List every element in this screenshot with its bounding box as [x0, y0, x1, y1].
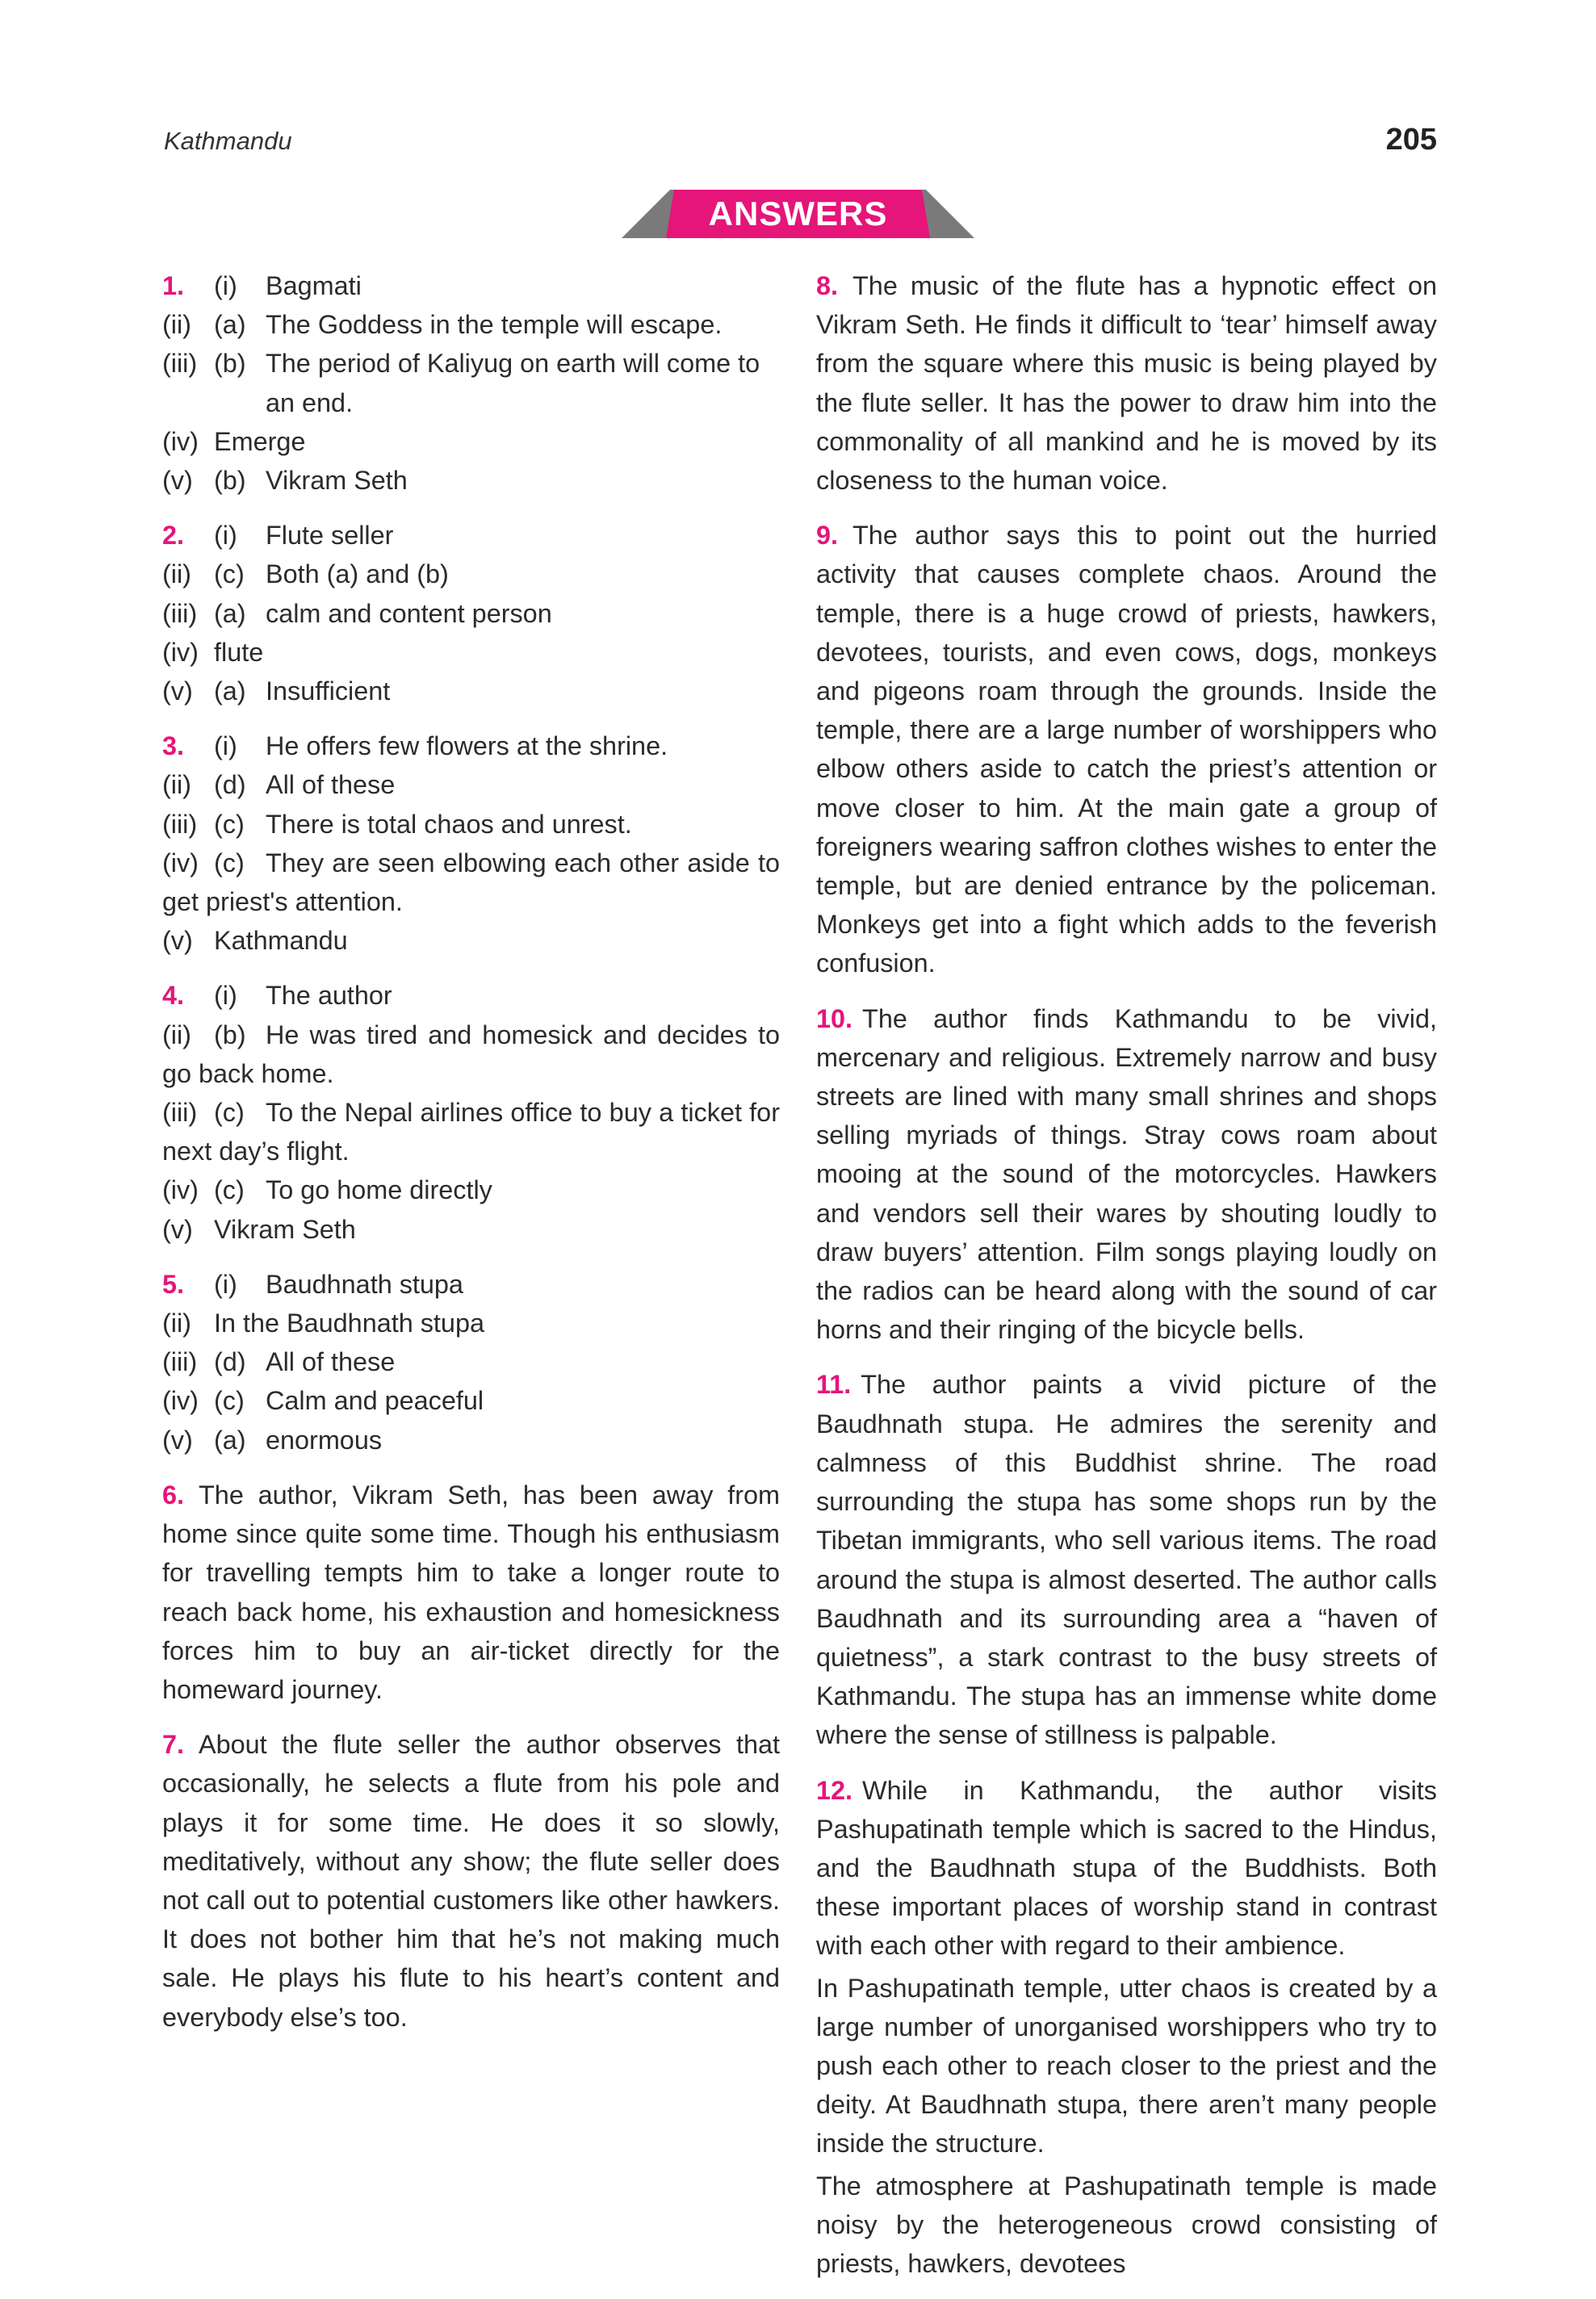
answer-text: Emerge	[214, 426, 306, 456]
question-number: 9.	[816, 521, 839, 551]
sub-label: (iv)	[162, 848, 199, 877]
sub-label: (iv)	[162, 426, 199, 456]
option-label: (d)	[214, 1347, 246, 1377]
sub-label: (ii)	[162, 1309, 191, 1338]
sub-label: (iv)	[162, 1386, 199, 1416]
question-number: 6.	[162, 1480, 185, 1510]
question-11	[816, 1365, 1437, 1754]
sub-label: (v)	[162, 676, 193, 706]
right-column	[816, 266, 1437, 2299]
sub-label: (iii)	[162, 1098, 198, 1128]
sub-label: (iii)	[162, 809, 198, 839]
option-label: (a)	[214, 676, 246, 706]
answer-paragraph: The author paints a vivid picture of the Baudhnath stupa. He admires the serenity and calmness of this Buddhist shrine. The road surrounding the stupa has some shops run by the Tibetan immigrants, who sell various items. The road around the stupa is almost deserted. The author calls Baudhnath and its surrounding area a “haven of quietness”, a stark contrast to the busy streets of Kathmandu. The stupa has an immense white dome where the sense of stillness is palpable.	[816, 1370, 1437, 1750]
answer-paragraph: While in Kathmandu, the author visits Pashupatinath temple which is sacred to the Hindus, and the Baudhnath stupa of the Buddhists. Both these important places of worship stand in contrast with each other with regard to their ambience.	[816, 1775, 1437, 1961]
option-label: (c)	[214, 1386, 245, 1416]
answer-text: He was tired and homesick and decides to go back home.	[162, 1020, 780, 1088]
option-label: (c)	[214, 809, 245, 839]
answer-text: Bagmati	[266, 271, 362, 300]
sub-label: (iii)	[162, 349, 198, 379]
question-6	[162, 1476, 780, 1709]
sub-label: (ii)	[162, 770, 191, 800]
option-label: (a)	[214, 598, 246, 628]
question-7	[162, 1725, 780, 2037]
answer-text: The period of Kaliyug on earth will come to an end.	[266, 349, 760, 417]
sub-label: (iii)	[162, 1347, 198, 1377]
sub-label: (i)	[214, 271, 237, 300]
answer-text: All of these	[266, 1347, 396, 1377]
sub-label: (v)	[162, 926, 193, 956]
left-column	[162, 266, 780, 2053]
sub-label: (iv)	[162, 637, 199, 667]
sub-label: (v)	[162, 466, 193, 496]
answer-paragraph-2: In Pashupatinath temple, utter chaos is created by a large number of unorganised worshippers who try to push each other to reach closer to the priest and the deity. At Baudhnath stupa, there aren’t many people inside the structure.	[816, 1973, 1437, 2159]
question-5	[162, 1265, 780, 1459]
answer-text: enormous	[266, 1425, 383, 1455]
answer-text: calm and content person	[266, 598, 552, 628]
question-number: 7.	[162, 1730, 185, 1760]
answer-paragraph: The author says this to point out the hurried activity that causes complete chaos. Around the temple, there is a huge crowd of priests, hawkers, devotees, tourists, and even cows, dogs, monkeys and pigeons roam through the grounds. Inside the temple, there are a large number of worshippers who elbow others aside to catch the priest’s attention or move closer to him. At the main gate a group of foreigners wearing saffron clothes wishes to enter the temple, but are denied entrance by the policeman. Monkeys get into a fight which adds to the feverish confusion.	[816, 521, 1437, 978]
question-9	[816, 516, 1437, 982]
question-number: 12.	[816, 1775, 853, 1805]
sub-label: (iii)	[162, 598, 198, 628]
question-number: 3.	[162, 731, 185, 761]
sub-label: (i)	[214, 521, 237, 551]
option-label: (c)	[214, 1098, 245, 1128]
option-label: (b)	[214, 1020, 246, 1049]
question-8	[816, 266, 1437, 500]
question-number: 8.	[816, 271, 839, 300]
question-number: 2.	[162, 521, 185, 551]
sub-label: (v)	[162, 1214, 193, 1244]
answer-text: Baudhnath stupa	[266, 1269, 463, 1299]
answer-text: The Goddess in the temple will escape.	[266, 310, 723, 340]
answer-paragraph: About the flute seller the author observes that occasionally, he selects a flute from his pole and plays it for some time. He does it so slowly, meditatively, without any show; the flute seller does not call out to potential customers like other hawkers. It does not bother him that he’s not making much sale. He plays his flute to his heart’s content and everybody else’s too.	[162, 1730, 780, 2032]
question-12	[816, 1771, 1437, 2284]
question-2	[162, 516, 780, 710]
wrapped-answer	[162, 1015, 780, 1093]
option-label: (a)	[214, 310, 246, 340]
answer-text: He offers few flowers at the shrine.	[266, 731, 668, 761]
wrapped-answer	[162, 844, 780, 921]
answer-text: Flute seller	[266, 521, 394, 551]
answer-text: Insufficient	[266, 676, 391, 706]
option-label: (a)	[214, 1425, 246, 1455]
sub-label: (i)	[214, 981, 237, 1011]
answer-paragraph: The music of the flute has a hypnotic effect on Vikram Seth. He finds it difficult to ‘tear’ himself away from the square where this music is being played by the flute seller. It has the power to draw him into the commonality of all mankind and he is moved by its closeness to the human voice.	[816, 271, 1437, 496]
answer-text: flute	[214, 637, 264, 667]
sub-label: (i)	[214, 1269, 237, 1299]
question-1	[162, 266, 780, 500]
sub-label: (i)	[214, 731, 237, 761]
sub-label: (v)	[162, 1425, 193, 1455]
answer-text: Calm and peaceful	[266, 1386, 484, 1416]
question-10	[816, 999, 1437, 1350]
answer-paragraph: The author finds Kathmandu to be vivid, mercenary and religious. Extremely narrow and busy streets are lined with many small shrines and shops selling myriads of things. Stray cows roam about mooing at the sound of the motorcycles. Hawkers and vendors sell their wares by shouting loudly to draw buyers’ attention. Film songs playing loudly on the radios can be heard along with the sound of car horns and their ringing of the bicycle bells.	[816, 1003, 1437, 1345]
question-number: 10.	[816, 1003, 853, 1033]
sub-label: (ii)	[162, 559, 191, 589]
wrapped-answer	[162, 1093, 780, 1170]
question-number: 1.	[162, 271, 185, 300]
answer-text: There is total chaos and unrest.	[266, 809, 632, 839]
answer-text: Kathmandu	[214, 926, 348, 956]
option-label: (c)	[214, 1175, 245, 1205]
question-3	[162, 727, 780, 960]
page-number: 205	[1385, 123, 1437, 157]
answer-text: The author	[266, 981, 392, 1011]
option-label: (c)	[214, 848, 245, 877]
answer-text: Vikram Seth	[266, 466, 408, 496]
answer-text: Vikram Seth	[214, 1214, 356, 1244]
answer-text: To go home directly	[266, 1175, 492, 1205]
sub-label: (ii)	[162, 310, 191, 340]
answer-text: Both (a) and (b)	[266, 559, 449, 589]
answers-banner	[622, 190, 974, 238]
answer-paragraph-3: The atmosphere at Pashupatinath temple is made noisy by the heterogeneous crowd consisting of priests, hawkers, devotees	[816, 2171, 1437, 2278]
sub-label: (iv)	[162, 1175, 199, 1205]
sub-label: (ii)	[162, 1020, 191, 1049]
option-label: (d)	[214, 770, 246, 800]
answer-text: In the Baudhnath stupa	[214, 1309, 484, 1338]
answer-paragraph: The author, Vikram Seth, has been away from home since quite some time. Though his enthusiasm for travelling tempts him to take a longer route to reach back home, his exhaustion and homesickness forces him to buy an air-ticket directly for the homeward journey.	[162, 1480, 780, 1704]
option-label: (b)	[214, 349, 246, 379]
question-number: 11.	[816, 1370, 852, 1400]
answer-paragraph-1	[816, 1771, 1437, 1966]
running-header-chapter: Kathmandu	[164, 127, 292, 155]
banner-title: ANSWERS	[708, 195, 888, 232]
answer-text: All of these	[266, 770, 396, 800]
option-label: (c)	[214, 559, 245, 589]
question-4	[162, 976, 780, 1248]
question-number: 4.	[162, 981, 185, 1011]
option-label: (b)	[214, 466, 246, 496]
question-number: 5.	[162, 1269, 185, 1299]
answer-text: To the Nepal airlines office to buy a ticket for next day’s flight.	[162, 1098, 780, 1166]
answer-text: They are seen elbowing each other aside to get priest's attention.	[162, 848, 780, 917]
